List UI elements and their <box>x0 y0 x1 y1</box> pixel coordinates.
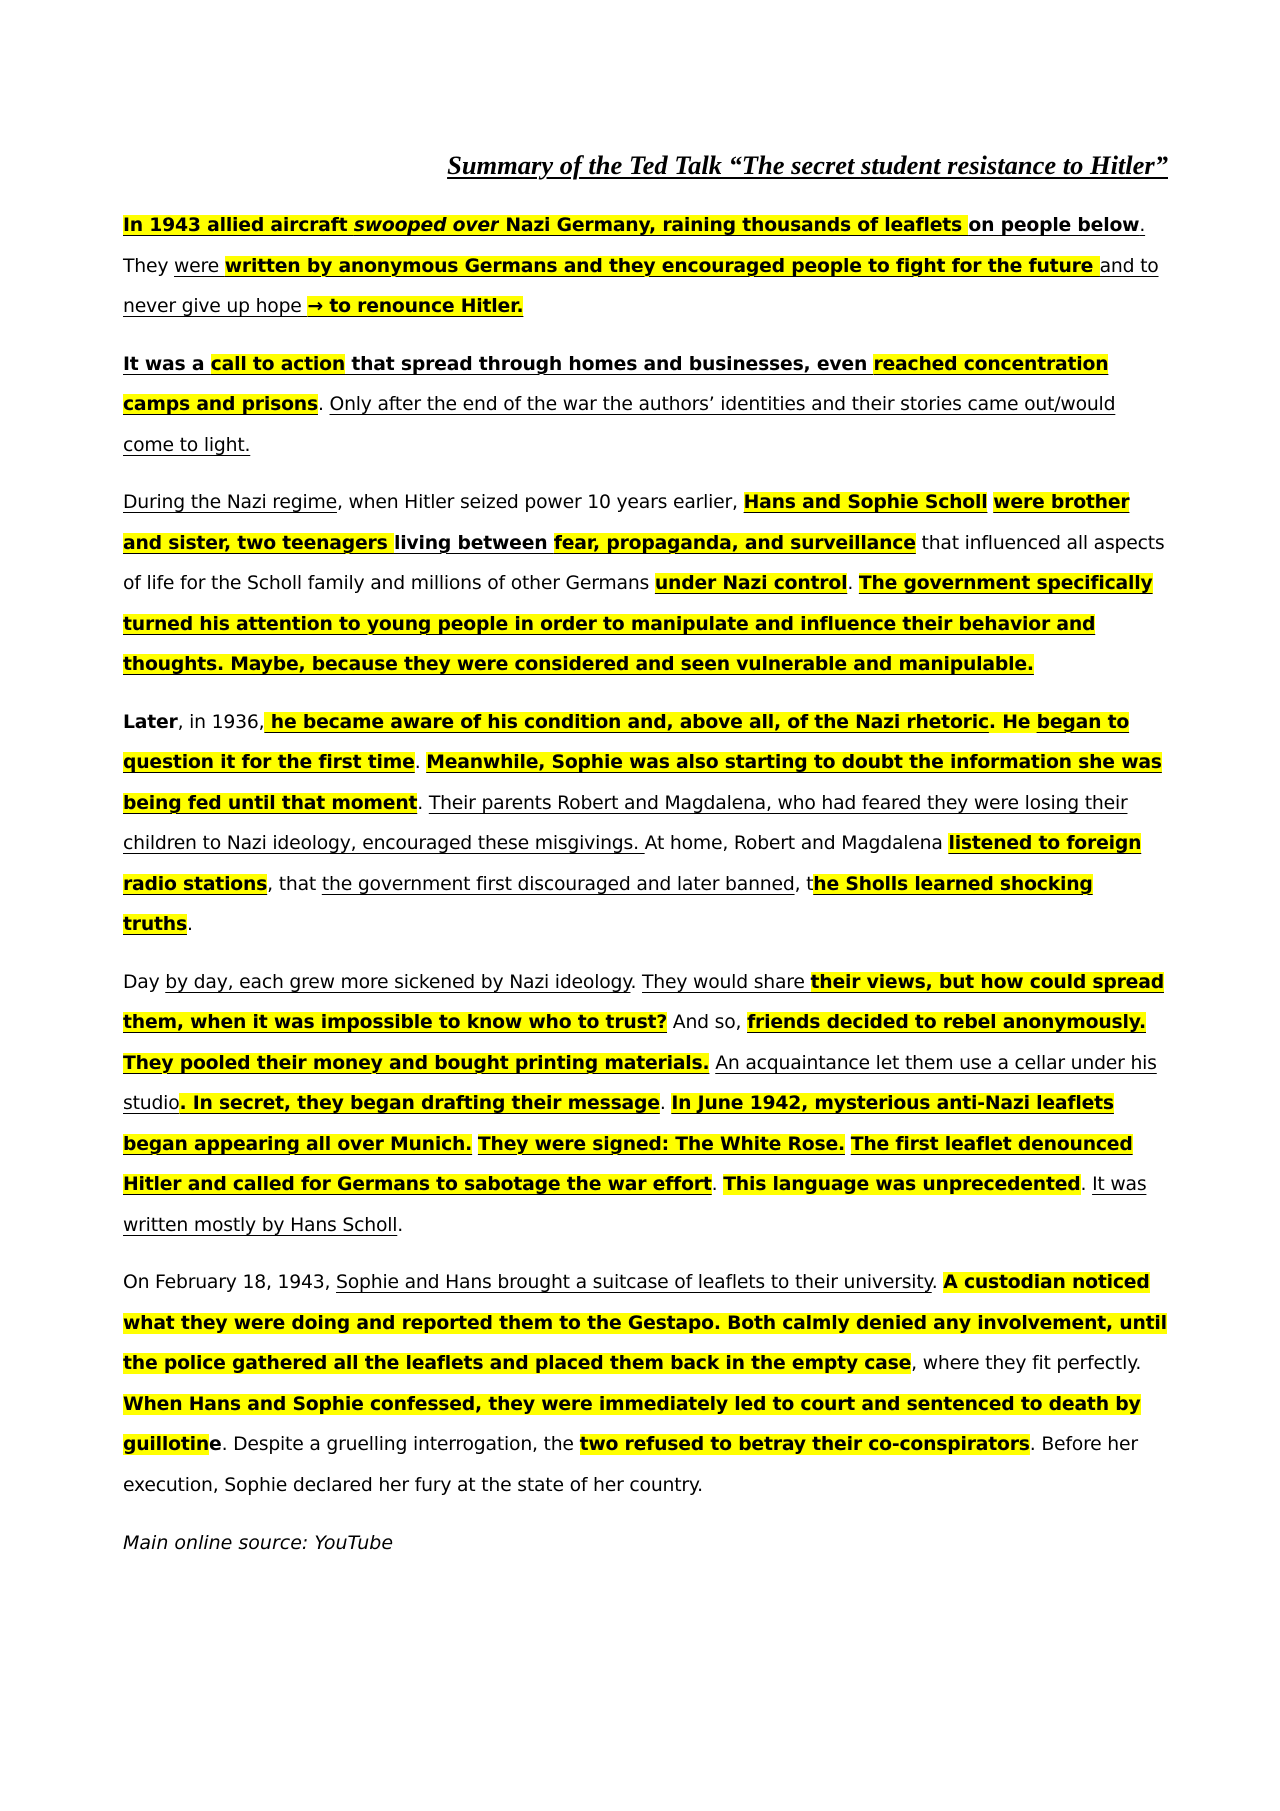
text-run: And so, <box>667 1012 748 1033</box>
text-run: that influenced all aspects of life for the Scholl family and millions of other Germans <box>123 532 1165 594</box>
text-run: An acquaintance let them use a cellar under his studio <box>123 1052 1157 1114</box>
text-run: and to never give up hope <box>123 255 1159 317</box>
text-run: , t <box>794 873 814 895</box>
highlighted-text: He <box>1002 711 1037 733</box>
highlighted-text: friends decided to rebel anonymously. They pooled their money and bought printing materials. <box>123 1012 1146 1074</box>
text-run: Their parents Robert and Magdalena, who had feared they were losing their children to Nazi ideology, encouraged these misgivings. <box>123 792 1128 854</box>
text-run: . Before her execution, Sophie declared her fury at the state of her country. <box>123 1434 1138 1496</box>
text-run <box>845 1134 851 1155</box>
paragraph-4 <box>123 703 1168 946</box>
highlighted-text: two refused to betray their co-conspirators <box>579 1434 1030 1455</box>
text-run: . <box>630 971 643 993</box>
text-run: Only after the end of the war the authors’ identities and their stories came out/would come to light. <box>123 394 1116 456</box>
highlighted-text: call to action <box>210 353 346 375</box>
highlighted-text: Meanwhile, Sophie was also starting to doubt the information she was being fed until that moment <box>123 752 1162 814</box>
highlighted-text: fear, propaganda, and surveillance <box>553 532 916 554</box>
highlighted-text: were brother and sister, two teenagers <box>123 492 1130 554</box>
text-run: e <box>209 1434 222 1455</box>
document-body <box>123 206 1168 1563</box>
text-run: were <box>174 255 225 277</box>
text-run: They <box>123 255 175 277</box>
text-run: living between <box>393 532 554 554</box>
highlighted-text: listened to foreign radio stations <box>123 833 1142 895</box>
highlighted-text: Nazi Germany, raining thousands of leaflets <box>499 215 969 236</box>
text-run: . <box>417 792 429 814</box>
text-run: . Despite a gruelling interrogation, the <box>221 1434 580 1455</box>
text-run: , when Hitler seized power 10 years earlier, <box>336 492 744 513</box>
highlighted-text: . <box>988 711 1003 733</box>
text-run: by day, each grew more sickened by Nazi ideology <box>165 971 631 993</box>
highlighted-text: swooped over <box>353 215 499 236</box>
text-run: , where they fit perfectly. <box>911 1353 1142 1374</box>
highlighted-text: their views, but how could spread them, when it was impossible to know who to trust? <box>123 971 1164 1033</box>
text-run: It was written mostly by Hans Scholl <box>123 1174 1147 1236</box>
text-run: . <box>931 1272 944 1293</box>
text-run: . <box>397 1214 404 1236</box>
text-run: At home, Robert and Magdalena <box>644 833 949 854</box>
highlighted-text: A custodian noticed what they were doing and reported them to the Gestapo. Both calmly denied any involvement, until the police gathered all the leaflets and placed them back in the empty case <box>123 1272 1167 1374</box>
paragraph-5 <box>123 963 1168 1247</box>
highlighted-text: began to question it for the first time <box>123 711 1130 773</box>
highlighted-text: The government specifically turned his attention to young people in order to manipulate and influence their behavior and thoughts. Maybe, because they were considered and seen vulnerable and manipulable. <box>123 573 1153 675</box>
highlighted-text: written by anonymous Germans and they encouraged people to fight for the future <box>224 255 1100 277</box>
highlighted-text: The first leaflet denounced Hitler and called for Germans to sabotage the war effort <box>123 1133 1133 1195</box>
document-page <box>123 0 1168 1811</box>
text-run: . <box>711 1174 724 1195</box>
highlighted-text: he Sholls learned shocking truths <box>123 873 1093 935</box>
highlighted-text: In 1943 allied aircraft <box>123 215 354 236</box>
text-run: , that <box>267 873 322 895</box>
text-run: that spread through homes and businesses, even <box>345 353 874 375</box>
source-note: Main online source: YouTube <box>123 1532 394 1554</box>
text-run: They would share <box>642 971 811 993</box>
text-run: . <box>414 752 427 773</box>
highlighted-text: This language was unprecedented <box>723 1174 1081 1195</box>
document-title: Summary of the Ted Talk “The secret student resistance to Hitler” <box>447 150 1168 180</box>
text-run: . <box>1080 1174 1093 1195</box>
text-run: . <box>317 394 330 415</box>
text-run: , in 1936, <box>177 711 265 733</box>
highlighted-text: When Hans and Sophie confessed, they were immediately led to court and sentenced to death by guillotin <box>123 1393 1141 1455</box>
highlighted-text: → to renounce Hitler. <box>307 296 524 317</box>
text-run: . <box>1139 215 1146 236</box>
highlighted-text: he became aware of his condition and, above all, of the Nazi rhetoric <box>264 711 989 733</box>
paragraph-6 <box>123 1263 1168 1506</box>
text-run: It was a <box>123 353 211 375</box>
paragraph-3 <box>123 483 1168 686</box>
text-run: the government first discouraged and later banned <box>321 873 795 895</box>
text-run: Later <box>123 711 178 733</box>
text-run: During the Nazi regime <box>123 492 337 513</box>
highlighted-text: In June 1942, mysterious anti-Nazi leaflets began appearing all over Munich. <box>123 1093 1114 1155</box>
highlighted-text: reached concentration camps and prisons <box>123 353 1109 415</box>
text-run: On February 18, 1943, <box>123 1272 337 1293</box>
text-run: Sophie and Hans brought a suitcase of leaflets to their university <box>336 1272 932 1293</box>
paragraph-1 <box>123 206 1168 328</box>
text-run: Day <box>123 971 166 993</box>
highlighted-text: under Nazi control <box>654 573 848 594</box>
text-run: . <box>847 573 859 594</box>
paragraph-2 <box>123 345 1168 467</box>
text-run: on people below <box>968 215 1140 236</box>
text-run: . <box>659 1093 672 1114</box>
highlighted-text: Hans and Sophie Scholl <box>743 492 988 513</box>
highlighted-text: They were signed: The White Rose. <box>477 1133 845 1155</box>
text-run: . <box>186 914 193 935</box>
highlighted-text: . In secret, they began drafting their message <box>179 1093 660 1114</box>
